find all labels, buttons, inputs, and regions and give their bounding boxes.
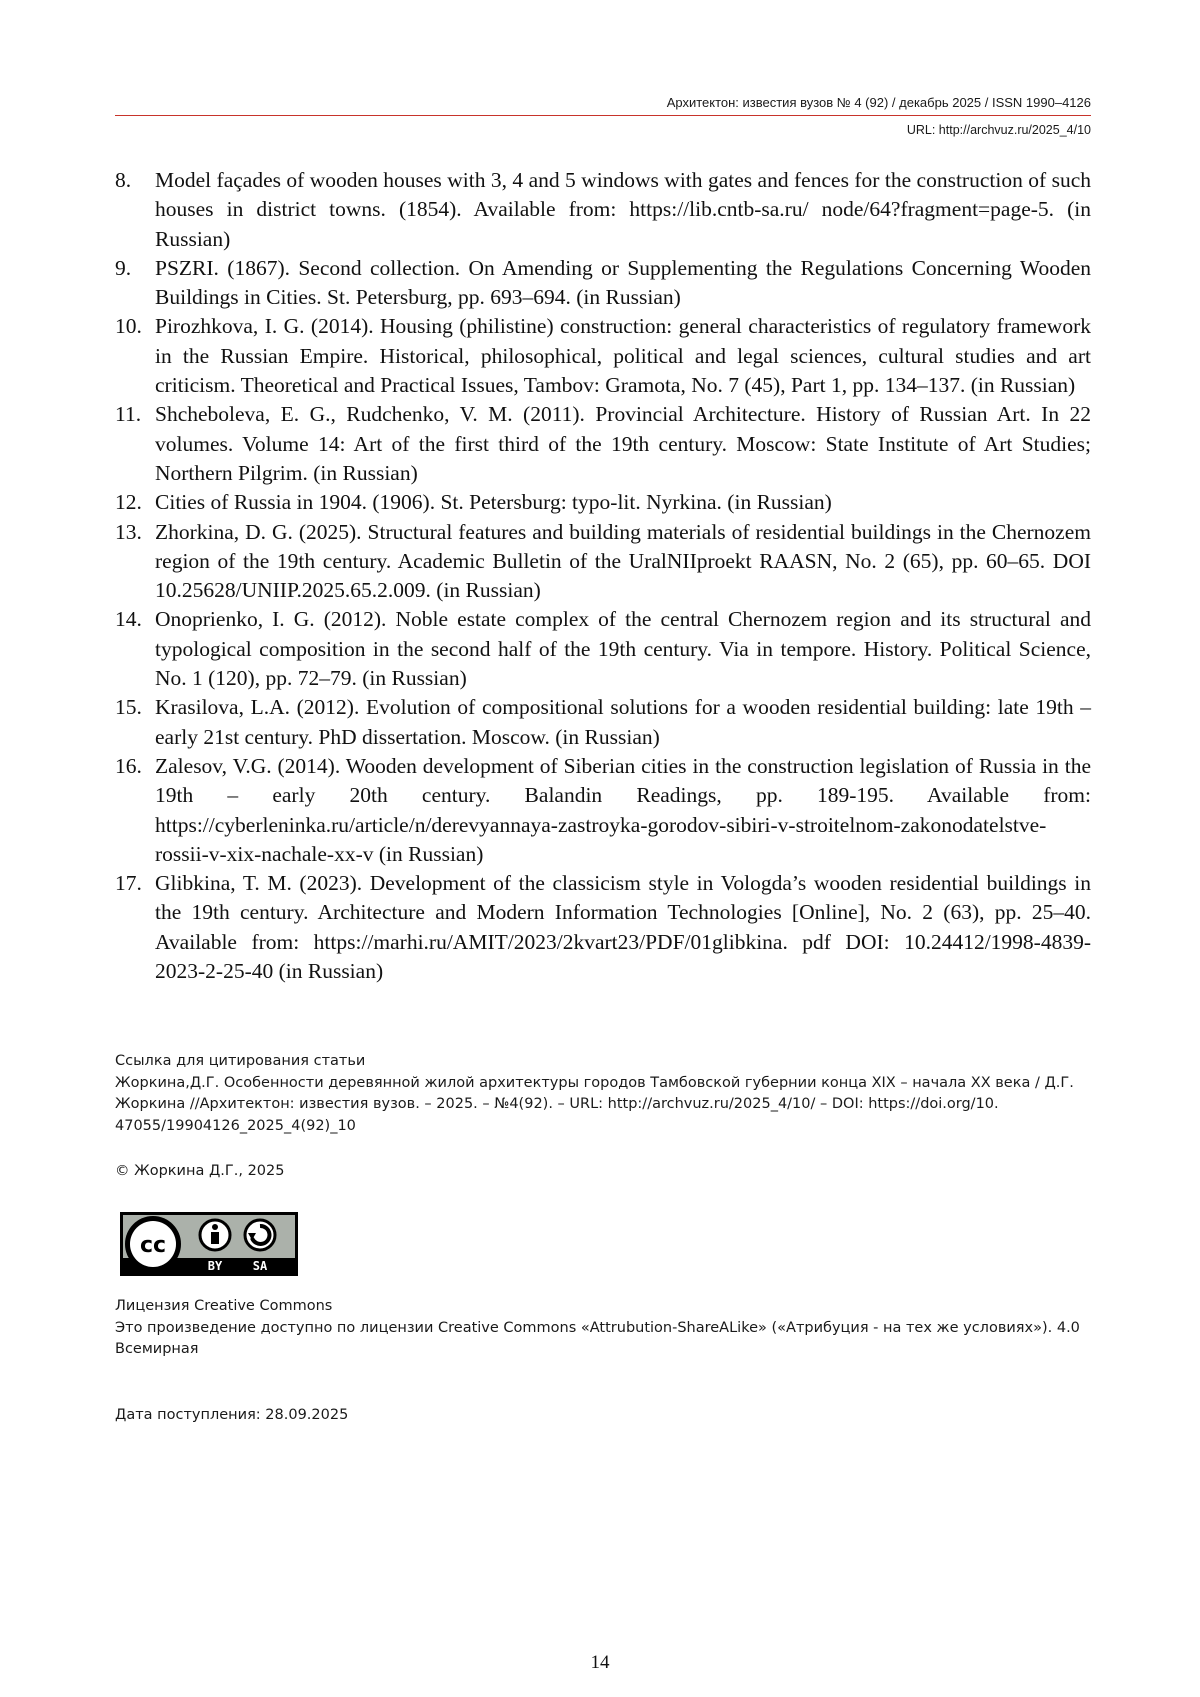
reference-text: Krasilova, L.A. (2012). Evolution of compositional solutions for a wooden residential building: late 19th – early 21st century. PhD dissertation. Moscow. (in Russian) — [155, 695, 1091, 749]
svg-text:cc: cc — [139, 1233, 167, 1258]
reference-item — [115, 869, 1091, 986]
reference-number: 17. — [115, 871, 142, 896]
reference-number: 10. — [115, 314, 142, 339]
reference-item — [115, 400, 1091, 488]
reference-text: Zalesov, V.G. (2014). Wooden development of Siberian cities in the construction legislation of Russia in the 19th – early 20th century. Balandin Readings, pp. 189-195. Available from: https://cyberleninka.ru/article/n/derevyannaya-zastroyka-gorodov-sibiri-v-stroitelnom-zakonodatelstve-rossii-v-xix-nachale-xx-v (in Russian) — [155, 753, 1091, 866]
reference-list — [115, 166, 1091, 986]
reference-text: Cities of Russia in 1904. (1906). St. Petersburg: typo-lit. Nyrkina. (in Russian) — [155, 490, 832, 515]
reference-number: 16. — [115, 753, 142, 778]
reference-number: 8. — [115, 168, 132, 192]
reference-number: 14. — [115, 607, 142, 632]
reference-item — [115, 312, 1091, 400]
reference-text: Pirozhkova, I. G. (2014). Housing (philistine) construction: general characteristics of regulatory framework in the Russian Empire. Historical, philosophical, political and legal sciences, cultural studies and art criticism. Theoretical and Practical Issues, Tambov: Gramota, No. 7 (45), Part 1, pp. 134–137. (in Russian) — [155, 314, 1091, 398]
reference-text: Shcheboleva, E. G., Rudchenko, V. M. (2011). Provincial Architecture. History of Russian Art. In 22 volumes. Volume 14: Art of the first third of the 19th century. Moscow: State Institute of Art Studies; Northern Pilgrim. (in Russian) — [155, 402, 1091, 485]
license-text: Это произведение доступно по лицензии Creative Commons «Attrubution-ShareALike» («Атрибуция - на тех же условиях»). 4.0 Всемирная — [115, 1319, 1080, 1357]
citation-block — [115, 1051, 1105, 1137]
badge-by-label: BY — [207, 1259, 223, 1273]
citation-text: Жоркина,Д.Г. Особенности деревянной жилой архитектуры городов Тамбовской губернии конца XIX – начала XX века / Д.Г. Жоркина //Архитектон: известия вузов. – 2025. – №4(92). – URL: http://archvuz.ru/2025_4/10/ – DOI: https://doi.org/10. 47055/19904126_2025_4(92)_10 — [115, 1074, 1074, 1134]
reference-number: 15. — [115, 695, 142, 720]
article-url: URL: http://archvuz.ru/2025_4/10 — [906, 123, 1091, 137]
license-block — [115, 1296, 1105, 1361]
page-number: 14 — [590, 1652, 610, 1673]
reference-text: Onoprienko, I. G. (2012). Noble estate complex of the central Chernozem region and its structural and typological composition in the second half of the 19th century. Via in tempore. History. Political Science, No. 1 (120), pp. 72–79. (in Russian) — [155, 607, 1091, 691]
reference-item — [115, 605, 1091, 693]
journal-info: Архитектон: известия вузов № 4 (92) / декабрь 2025 / ISSN 1990–4126 — [666, 95, 1091, 110]
reference-text: PSZRI. (1867). Second collection. On Amending or Supplementing the Regulations Concerning Wooden Buildings in Cities. St. Petersburg, pp. 693–694. (in Russian) — [155, 255, 1091, 310]
copyright-notice: © Жоркина Д.Г., 2025 — [115, 1163, 285, 1179]
cc-by-sa-badge-icon — [120, 1212, 298, 1276]
reference-number: 13. — [115, 519, 142, 544]
reference-item — [115, 166, 1091, 254]
reference-text: Model façades of wooden houses with 3, 4 and 5 windows with gates and fences for the construction of such houses in district towns. (1854). Available from: https://lib.cntb-sa.ru/ node/64?fragment=page-5. (in Russian) — [155, 168, 1091, 251]
badge-sa-label: SA — [252, 1259, 268, 1273]
reference-number: 12. — [115, 490, 142, 515]
reference-number: 11. — [115, 402, 142, 427]
header-divider — [115, 115, 1091, 116]
reference-text: Glibkina, T. M. (2023). Development of the classicism style in Vologda’s wooden residential buildings in the 19th century. Architecture and Modern Information Technologies [Online], No. 2 (63), pp. 25–40. Available from: https://marhi.ru/AMIT/2023/2kvart23/PDF/01glibkina. pdf DOI: 10.24412/1998-4839-2023-2-25-40 (in Russian) — [155, 871, 1091, 984]
citation-heading: Ссылка для цитирования статьи — [115, 1053, 366, 1069]
reference-item — [115, 518, 1091, 606]
reference-item — [115, 752, 1091, 869]
reference-number: 9. — [115, 255, 132, 280]
running-header — [115, 94, 1091, 138]
license-title: Лицензия Creative Commons — [115, 1298, 333, 1314]
reference-item — [115, 254, 1091, 313]
reference-text: Zhorkina, D. G. (2025). Structural features and building materials of residential buildings in the Chernozem region of the 19th century. Academic Bulletin of the UralNIIproekt RAASN, No. 2 (65), pp. 60–65. DOI 10.25628/UNIIP.2025.65.2.009. (in Russian) — [155, 519, 1091, 603]
reference-item — [115, 488, 1091, 517]
reference-item — [115, 693, 1091, 752]
received-date: Дата поступления: 28.09.2025 — [115, 1407, 349, 1423]
